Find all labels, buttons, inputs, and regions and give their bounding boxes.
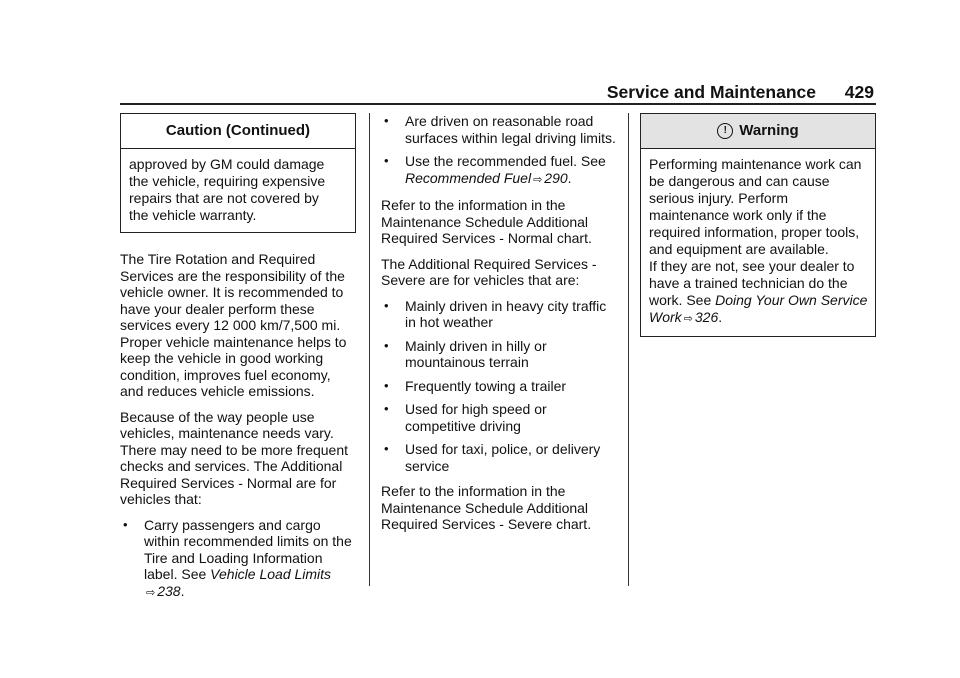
paragraph: Refer to the information in the Maintenance Schedule Additional Required Services - Normal chart. <box>381 197 592 246</box>
header-rule <box>120 103 876 105</box>
paragraph: The Additional Required Services - Severe are for vehicles that are: <box>381 255 597 288</box>
warning-line: Performing maintenance work can <box>649 156 862 172</box>
caution-box <box>120 113 356 233</box>
arrow-icon: ⇨ <box>146 586 156 599</box>
caution-line: repairs that are not covered by <box>129 190 319 206</box>
list-item: • Mainly driven in heavy city traffic in hot weather <box>381 298 617 331</box>
caution-line: approved by GM could damage <box>129 156 325 172</box>
page-reference[interactable]: 238 <box>157 582 181 599</box>
warning-line: required information, proper tools, <box>649 224 860 240</box>
warning-line-text: work. See <box>649 292 716 308</box>
cross-reference-link[interactable]: Recommended Fuel <box>405 169 532 186</box>
page-number: 429 <box>844 82 874 102</box>
caution-line: the vehicle, requiring expensive <box>129 173 326 189</box>
bullet-list <box>120 517 356 602</box>
column-divider <box>628 113 629 586</box>
bullet-list <box>381 113 617 188</box>
list-item: • Frequently towing a trailer <box>381 378 617 395</box>
page-reference[interactable]: 326 <box>694 309 719 325</box>
warning-line: and equipment are available. <box>649 241 829 257</box>
list-item: • Used for high speed or competitive driving <box>381 401 617 434</box>
section-title: Service and Maintenance <box>606 82 816 102</box>
page-reference[interactable]: 290 <box>544 169 568 186</box>
column-divider <box>369 113 370 586</box>
warning-line: work. See Doing Your Own Service Work ⇨ 326. <box>649 292 868 325</box>
warning-line: have a trained technician do the <box>649 275 848 291</box>
paragraph: Because of the way people use vehicles, maintenance needs vary. There may need to be more frequent checks and services. The Additional Required Services - Normal are for vehicles that: <box>120 408 349 507</box>
column-2 <box>381 113 617 542</box>
warning-line: serious injury. Perform <box>649 190 789 206</box>
cross-reference-link[interactable]: Doing Your Own Service Work <box>649 292 868 325</box>
cross-reference-link[interactable]: Vehicle Load Limits <box>210 566 332 582</box>
warning-body <box>641 149 875 336</box>
arrow-icon: ⇨ <box>533 173 543 186</box>
column-3 <box>640 113 876 337</box>
list-item: • Carry passengers and cargo within recommended limits on the Tire and Loading Information label. See Vehicle Load Limits ⇨ 238. <box>120 517 356 602</box>
paragraph: The Tire Rotation and Required Services are the responsibility of the vehicle owner. It is recommended to have your dealer perform these services every 12 000 km/7,500 mi. Proper vehicle maintenance helps to keep the vehicle in good working condition, improves fuel economy, and reduces vehicle emissions. <box>120 251 347 399</box>
caution-title: Caution (Continued) <box>121 114 355 149</box>
list-item-text: Carry passengers and cargo within recommended limits on the Tire and Loading Information label. See <box>144 516 352 582</box>
page-header <box>120 80 876 104</box>
list-item-text: Use the recommended fuel. See <box>405 153 606 169</box>
warning-line: maintenance work only if the <box>649 207 827 223</box>
paragraph: Refer to the information in the Maintenance Schedule Additional Required Services - Severe chart. <box>381 483 592 532</box>
column-1 <box>120 113 356 610</box>
list-item: • Are driven on reasonable road surfaces within legal driving limits. <box>381 113 617 146</box>
list-item: • Use the recommended fuel. See Recommended Fuel ⇨ 290. <box>381 153 617 188</box>
warning-line: be dangerous and can cause <box>649 173 830 189</box>
caution-body <box>121 149 355 232</box>
warning-title: Warning <box>739 121 799 139</box>
warning-icon: ! <box>717 123 733 139</box>
caution-line: the vehicle warranty. <box>129 207 257 223</box>
bullet-list <box>381 298 617 475</box>
list-item: • Mainly driven in hilly or mountainous terrain <box>381 338 617 371</box>
warning-line: If they are not, see your dealer to <box>649 258 855 274</box>
list-item: • Used for taxi, police, or delivery service <box>381 441 617 474</box>
arrow-icon: ⇨ <box>683 313 693 325</box>
warning-header <box>641 114 875 149</box>
warning-box <box>640 113 876 337</box>
